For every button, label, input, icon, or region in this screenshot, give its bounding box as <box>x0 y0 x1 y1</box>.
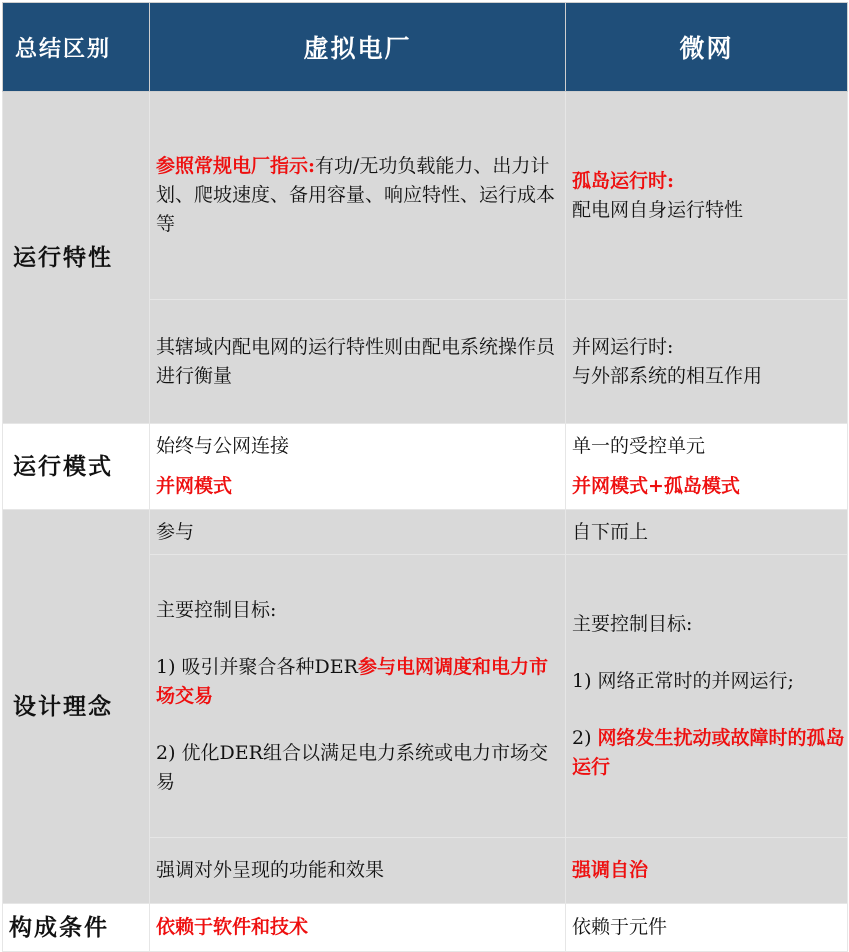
vpp-goal-1 <box>156 653 565 711</box>
mg-mode-cell <box>566 424 848 510</box>
mg-design-c: 强调自治 <box>566 838 848 904</box>
vpp-goal-2: 2) 优化DER组合以满足电力系统或电力市场交易 <box>156 741 548 793</box>
vpp-design-c: 强调对外呈现的功能和效果 <box>150 838 566 904</box>
row-label-mode: 运行模式 <box>3 424 150 510</box>
vpp-design-goals <box>150 555 566 838</box>
vpp-operation-text: 有功/无功负载能力、出力计划、爬坡速度、备用容量、响应特性、运行成本等 <box>156 155 556 235</box>
row-label-design: 设计理念 <box>3 510 150 904</box>
mg-operation-red: 孤岛运行时: <box>572 169 675 192</box>
table-row <box>3 424 848 510</box>
table-row <box>3 510 848 555</box>
header-summary: 总结区别 <box>3 3 150 92</box>
row-label-operation: 运行特性 <box>3 92 150 424</box>
vpp-goal-1-prefix: 1) 吸引并聚合各种DER <box>156 655 358 678</box>
mg-operation-cell-b <box>566 300 848 424</box>
mg-mode-line1: 单一的受控单元 <box>572 435 706 457</box>
table-row <box>3 92 848 300</box>
vpp-design-a: 参与 <box>150 510 566 555</box>
mg-operation-text: 配电网自身运行特性 <box>572 198 744 221</box>
vpp-mode-cell <box>150 424 566 510</box>
header-vpp: 虚拟电厂 <box>150 3 566 92</box>
mg-goal-1: 1) 网络正常时的并网运行; <box>572 670 794 692</box>
mg-design-goals <box>566 555 848 838</box>
mg-operation-b-line1: 并网运行时: <box>572 335 674 358</box>
table-row <box>3 904 848 952</box>
mg-operation-b-line2: 与外部系统的相互作用 <box>572 364 763 387</box>
mg-goal-title: 主要控制目标: <box>572 613 693 635</box>
comparison-table <box>2 2 848 952</box>
mg-mode-red: 并网模式+孤岛模式 <box>572 475 740 497</box>
vpp-operation-cell-b: 其辖域内配电网的运行特性则由配电系统操作员进行衡量 <box>150 300 566 424</box>
row-label-composition: 构成条件 <box>3 904 150 952</box>
vpp-operation-red: 参照常规电厂指示: <box>156 155 316 177</box>
vpp-goal-1-red: 参与电网调度和电力市场交易 <box>156 655 548 707</box>
mg-operation-cell-a <box>566 92 848 300</box>
vpp-composition: 依赖于软件和技术 <box>150 904 566 952</box>
vpp-operation-cell-a <box>150 92 566 300</box>
mg-goal-2-red: 网络发生扰动或故障时的孤岛运行 <box>572 727 845 778</box>
mg-goal-2 <box>572 724 847 782</box>
vpp-mode-red: 并网模式 <box>156 475 233 497</box>
vpp-mode-line1: 始终与公网连接 <box>156 435 290 457</box>
header-microgrid: 微网 <box>566 3 848 92</box>
vpp-goal-title: 主要控制目标: <box>156 598 277 621</box>
mg-composition: 依赖于元件 <box>566 904 848 952</box>
mg-design-a: 自下而上 <box>566 510 848 555</box>
mg-goal-2-prefix: 2) <box>572 727 598 749</box>
header-row <box>3 3 848 92</box>
